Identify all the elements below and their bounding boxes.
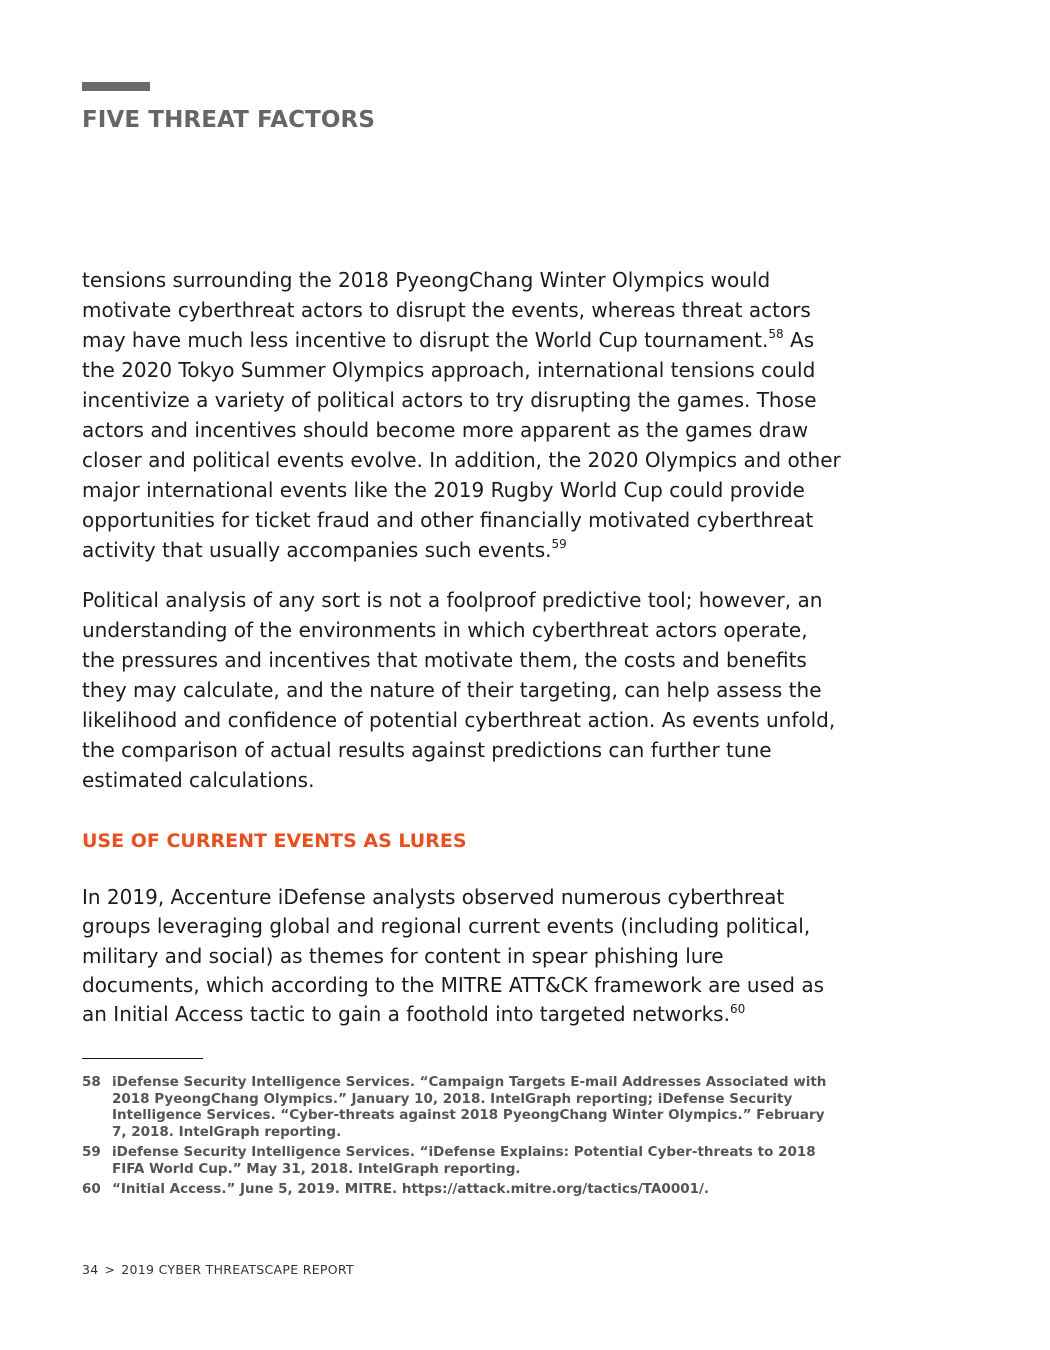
paragraph-3-text: In 2019, Accenture iDefense analysts observed numerous cyberthreat groups leveraging global and regional current events (including political, military and social) as themes for content in spear phishing lure documents, which according to the MITRE ATT&CK framework are used as an Initial Access tactic to gain a foothold into targeted networks. xyxy=(82,885,825,1027)
page-number: 34 xyxy=(82,1262,99,1277)
footnote-ref-60[interactable]: 60 xyxy=(729,1001,746,1016)
footnote-60 xyxy=(82,1181,842,1198)
footnotes-list xyxy=(82,1074,842,1202)
footnote-number: 60 xyxy=(82,1181,101,1197)
body-paragraph-1 xyxy=(82,265,842,565)
body-paragraph-3 xyxy=(82,883,842,1029)
subheading-current-events: USE OF CURRENT EVENTS AS LURES xyxy=(82,830,467,852)
report-title: 2019 CYBER THREATSCAPE REPORT xyxy=(121,1262,354,1277)
footnote-divider xyxy=(82,1058,203,1059)
footnote-number: 58 xyxy=(82,1074,101,1090)
footnote-59 xyxy=(82,1144,842,1177)
footnote-text: iDefense Security Intelligence Services. “iDefense Explains: Potential Cyber-threats to 2018 FIFA World Cup.” May 31, 2018. IntelGraph reporting. xyxy=(112,1144,816,1177)
footnote-ref-59[interactable]: 59 xyxy=(551,537,567,552)
section-title: FIVE THREAT FACTORS xyxy=(82,107,376,133)
footnote-ref-58[interactable]: 58 xyxy=(768,327,784,342)
footnote-text: “Initial Access.” June 5, 2019. MITRE. https://attack.mitre.org/tactics/TA0001/. xyxy=(112,1181,710,1197)
footnote-number: 59 xyxy=(82,1144,101,1160)
footnote-text: iDefense Security Intelligence Services. “Campaign Targets E-mail Addresses Associated with 2018 PyeongChang Olympics.” January 10, 2018. IntelGraph reporting; iDefense Security Intelligence Services. “Cyber-threats against 2018 PyeongChang Winter Olympics.” February 7, 2018. IntelGraph reporting. xyxy=(112,1074,827,1140)
paragraph-1-text-b: As the 2020 Tokyo Summer Olympics approach, international tensions could incentivize a variety of political actors to try disrupting the games. Those actors and incentives should become more apparent as the games draw closer and political events evolve. In addition, the 2020 Olympics and other major international events like the 2019 Rugby World Cup could provide opportunities for ticket fraud and other financially motivated cyberthreat activity that usually accompanies such events. xyxy=(82,328,841,562)
section-header-bar xyxy=(82,82,150,91)
footnote-58 xyxy=(82,1074,842,1140)
body-paragraph-2: Political analysis of any sort is not a foolproof predictive tool; however, an understanding of the environments in which cyberthreat actors operate, the pressures and incentives that motivate them, the costs and benefits they may calculate, and the nature of their targeting, can help assess the likelihood and confidence of potential cyberthreat action. As events unfold, the comparison of actual results against predictions can further tune estimated calculations. xyxy=(82,588,836,792)
page-footer xyxy=(82,1262,360,1277)
footer-separator: > xyxy=(104,1262,116,1277)
paragraph-1-text-a: tensions surrounding the 2018 PyeongChang Winter Olympics would motivate cyberthreat actors to disrupt the events, whereas threat actors may have much less incentive to disrupt the World Cup tournament. xyxy=(82,268,811,352)
